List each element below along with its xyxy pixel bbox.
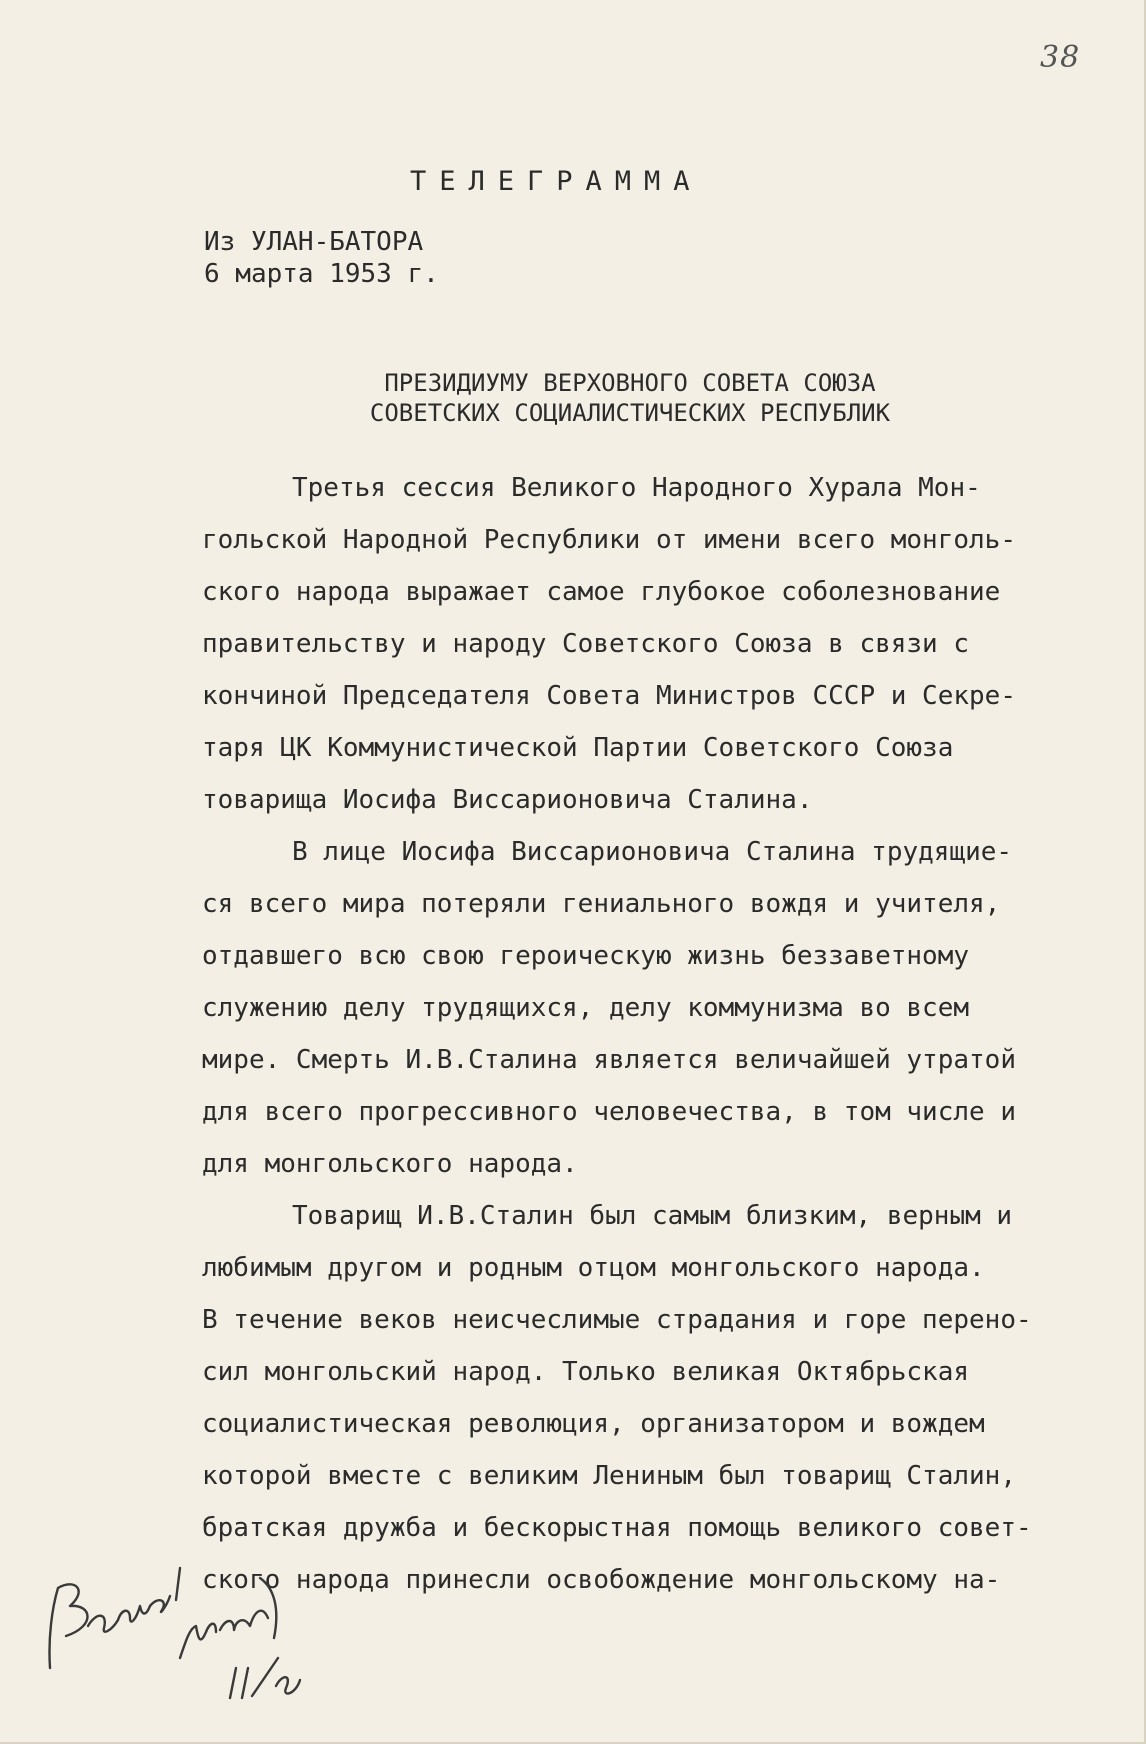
body-line: которой вместе с великим Лениным был товарищ Сталин,	[202, 1461, 1016, 1491]
body-line: социалистическая революция, организатором и вождем	[202, 1409, 985, 1439]
origin-date: 6 марта 1953 г.	[204, 259, 439, 289]
page-number: 38	[1040, 40, 1081, 75]
body-line: для монгольского народа.	[202, 1149, 578, 1179]
body-line: ского народа выражает самое глубокое соболезнование	[202, 577, 1001, 607]
body-line: любимым другом и родным отцом монгольского народа.	[202, 1253, 985, 1283]
body-line: кончиной Председателя Совета Министров СССР и Секре-	[202, 681, 1016, 711]
body-line: мире. Смерть И.В.Сталина является величайшей утратой	[202, 1045, 1016, 1075]
telegram-body	[202, 462, 1032, 1606]
origin-block	[204, 226, 439, 290]
body-line: Товарищ И.В.Сталин был самым близким, верным и	[292, 1201, 1013, 1231]
body-line: таря ЦК Коммунистической Партии Советского Союза	[202, 733, 954, 763]
body-line: товарища Иосифа Виссарионовича Сталина.	[202, 785, 813, 815]
body-line: сил монгольский народ. Только великая Октябрьская	[202, 1357, 970, 1387]
body-line: гольской Народной Республики от имени всего монголь-	[202, 525, 1016, 555]
origin-city: Из УЛАН-БАТОРА	[204, 227, 424, 257]
body-line: В лице Иосифа Виссарионовича Сталина трудящие-	[292, 837, 1013, 867]
body-line: В течение веков неисчеслимые страдания и горе перено-	[202, 1305, 1032, 1335]
body-line: служению делу трудящихся, делу коммунизма во всем	[202, 993, 970, 1023]
handwritten-signature	[30, 1508, 330, 1708]
addressee-line: ПРЕЗИДИУМУ ВЕРХОВНОГО СОВЕТА СОЮЗА	[384, 369, 876, 397]
body-line: ся всего мира потеряли гениального вождя и учителя,	[202, 889, 1001, 919]
body-line: правительству и народу Советского Союза в связи с	[202, 629, 970, 659]
body-line: Третья сессия Великого Народного Хурала Мон-	[292, 473, 981, 503]
addressee	[320, 368, 940, 428]
body-line: отдавшего всю свою героическую жизнь беззаветному	[202, 941, 970, 971]
body-line: братская дружба и бескорыстная помощь великого совет-	[202, 1513, 1032, 1543]
body-line: для всего прогрессивного человечества, в том числе и	[202, 1097, 1016, 1127]
addressee-line: СОВЕТСКИХ СОЦИАЛИСТИЧЕСКИХ РЕСПУБЛИК	[369, 399, 891, 427]
body-line: ского народа принесли освобождение монгольскому на-	[202, 1565, 1001, 1595]
document-title: ТЕЛЕГРАММА	[410, 166, 703, 197]
